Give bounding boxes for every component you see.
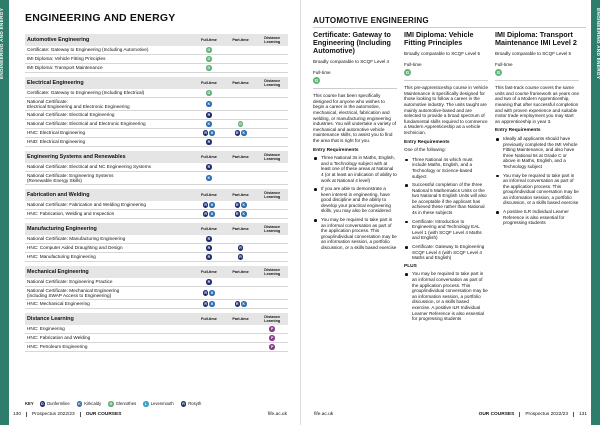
kirkcaldy-badge: K — [210, 203, 214, 207]
glenrothes-badge: G — [314, 77, 319, 83]
course-name: HNC: Fabrication, Welding and Inspection — [27, 211, 115, 217]
rosyth-badge: R — [207, 280, 211, 284]
kirkcaldy-badge: K — [210, 212, 214, 216]
dunfermline-badge: D — [41, 401, 44, 406]
prospectus-label: Prospectus 2022/23 — [32, 412, 75, 417]
column-header: Part-time — [232, 81, 249, 85]
rosyth-badge: R — [207, 255, 211, 259]
kirkcaldy-badge: K — [210, 291, 214, 295]
study-mode: Full-time — [313, 69, 331, 75]
section-title: Fabrication and Welding — [27, 192, 90, 198]
table-row[interactable] — [25, 210, 288, 219]
rosyth-badge: R — [207, 140, 211, 144]
table-row[interactable] — [25, 163, 288, 172]
table-row[interactable] — [25, 278, 288, 287]
course-description: This fast-track course covers the same units and course framework as years one and two of a Modern Apprenticeship, meaning that after successful completion and with proven experience and suitable motor trade employment you may start an apprenticeship in year 3. — [495, 85, 580, 124]
campus-cell — [225, 211, 257, 217]
website-link[interactable]: fife.ac.uk — [267, 412, 287, 417]
section-label: OUR COURSES — [85, 412, 122, 417]
course-name: National Certificate: Engineering Practice — [27, 279, 113, 285]
campus-cell — [193, 90, 225, 96]
page-number: 131 — [578, 412, 587, 417]
section-title: Engineering Systems and Renewables — [27, 154, 126, 160]
section-label: OUR COURSES — [478, 412, 515, 417]
campus-cell — [193, 130, 225, 136]
campus-cell — [193, 254, 225, 260]
section-header — [25, 266, 288, 278]
campus-cell — [256, 335, 288, 341]
side-band-label: ENGINEERING AND ENERGY — [0, 8, 5, 80]
requirement-item: You may be required to take part in an informal conversation as part of the application process. This group/individual conversation may be an information session, a portfolio discussion, or a skills based exercise — [313, 217, 397, 251]
key-item — [40, 401, 70, 407]
website-link[interactable]: fife.ac.uk — [314, 412, 334, 417]
column-header: Part-time — [232, 38, 249, 42]
kirkcaldy-badge: K — [242, 212, 246, 216]
section-header — [25, 189, 288, 201]
column-header: Part-time — [232, 317, 249, 321]
table-row[interactable] — [25, 46, 288, 55]
column-header: Full-time — [201, 155, 217, 159]
rosyth-badge: R — [239, 246, 242, 250]
campus-badges — [313, 77, 397, 84]
course-name: HNC: Computer Aided Draughting and Design — [27, 245, 123, 251]
requirement-item: Three National 3s in Maths, English, and a Technology subject with at least one of these areas at National 4 (or at least an indication of ability to work at National 4 level) — [313, 155, 397, 183]
divider — [313, 27, 586, 28]
key-campus-name: Dunfermline — [47, 401, 70, 407]
section-title: Distance Learning — [27, 316, 74, 322]
column-header: Full-time — [201, 317, 217, 321]
campus-cell — [193, 245, 225, 251]
rosyth-badge: R — [204, 203, 207, 207]
glenrothes-badge: G — [405, 69, 410, 75]
section-header — [25, 313, 288, 325]
campus-cell — [193, 211, 225, 217]
course-column — [404, 31, 488, 325]
column-header: Full-time — [201, 38, 217, 42]
column-header: Distance Learning — [264, 36, 281, 44]
section-header — [25, 34, 288, 46]
course-table — [25, 34, 288, 352]
campus-cell — [225, 254, 257, 260]
scqf-level: Broadly comparable to SCQF Level 4 — [313, 59, 390, 64]
course-title: Certificate: Gateway to Engineering (Including Automotive) — [313, 30, 391, 55]
table-row[interactable] — [25, 111, 288, 120]
distance-learning-badge: P — [271, 327, 274, 331]
section-header — [25, 223, 288, 235]
study-mode: Full-time — [495, 61, 513, 67]
key-item — [108, 401, 136, 407]
column-header: Distance Learning — [264, 315, 281, 323]
column-header: Distance Learning — [264, 191, 281, 199]
course-name: National Certificate: Mechanical Engineering (including SWAP Access to Engineering) — [27, 287, 120, 298]
distance-learning-badge: P — [271, 345, 274, 349]
column-header: Full-time — [201, 81, 217, 85]
plus-label: PLUS — [404, 263, 417, 269]
table-row[interactable] — [25, 201, 288, 210]
key-campus-name: Rosyth — [188, 401, 202, 407]
column-header: Full-time — [201, 193, 217, 197]
column-header: Part-time — [232, 193, 249, 197]
rosyth-badge: R — [239, 255, 242, 259]
column-header: Distance Learning — [264, 225, 281, 233]
kirkcaldy-badge: K — [242, 203, 246, 207]
table-row[interactable] — [25, 244, 288, 253]
table-row[interactable] — [25, 343, 288, 352]
course-name: IMI Diploma: Transport Maintenance — [27, 65, 103, 71]
campus-cell — [193, 121, 225, 127]
key-label: KEY — [25, 401, 34, 407]
side-band-label: ENGINEERING AND ENERGY — [595, 8, 600, 80]
kirkcaldy-badge: K — [242, 302, 246, 306]
table-row[interactable] — [25, 120, 288, 129]
requirements-list — [313, 155, 397, 251]
course-name: National Certificate: Engineering Systems (Renewable Energy Skills) — [27, 172, 114, 183]
campus-key — [25, 401, 205, 407]
divider — [404, 80, 488, 81]
campus-cell — [193, 112, 225, 118]
course-name: National Certificate: Electrical Engineering — [27, 112, 115, 118]
glenrothes-badge: G — [239, 122, 242, 126]
course-name: HNC: Petroleum Engineering — [27, 344, 88, 350]
campus-cell — [193, 290, 225, 296]
key-campus-name: Kirkcaldy — [84, 401, 102, 407]
table-row[interactable] — [25, 325, 288, 334]
kirkcaldy-badge: K — [210, 302, 214, 306]
campus-cell — [193, 56, 225, 62]
course-name: National Certificate: Electrical and Electronic Engineering — [27, 121, 146, 127]
course-column — [495, 31, 579, 229]
course-name: National Certificate: Electrical and NC Engineering Systems — [27, 164, 152, 170]
course-name: HNC: Manufacturing Engineering — [27, 254, 96, 260]
column-header: Full-time — [201, 227, 217, 231]
rosyth-badge: R — [204, 291, 207, 295]
section-title: Mechanical Engineering — [27, 269, 89, 275]
divider — [495, 80, 579, 81]
rosyth-badge: R — [182, 401, 185, 406]
levenmouth-badge: L — [144, 401, 147, 406]
divider — [26, 412, 27, 417]
requirement-item: A positive ILR Individual Learner Reference is also essential for progressing students — [495, 209, 579, 226]
campus-cell — [225, 245, 257, 251]
kirkcaldy-badge: K — [207, 176, 211, 180]
column-header: Distance Learning — [264, 153, 281, 161]
divider — [573, 412, 574, 417]
campus-cell — [193, 65, 225, 71]
requirements-list — [404, 157, 488, 261]
kirkcaldy-badge: K — [207, 102, 211, 106]
campus-cell — [225, 121, 257, 127]
section-title: Automotive Engineering — [27, 37, 90, 43]
rosyth-badge: R — [207, 165, 211, 169]
campus-cell — [193, 47, 225, 53]
course-name: HNC: Electrical Engineering — [27, 130, 86, 136]
right-page — [300, 0, 600, 425]
rosyth-badge: R — [204, 212, 207, 216]
course-name: HNC: Fabrication and Welding — [27, 335, 91, 341]
column-header: Distance Learning — [264, 268, 281, 276]
kirkcaldy-badge: K — [242, 131, 246, 135]
campus-badges — [404, 69, 488, 76]
requirement-item: Successful completion of the three National 5 Mathematics Units or the two National 5 English Units will also be acceptable if the applicant has achieved these rather than National 4s in these subjects — [404, 182, 488, 216]
campus-cell — [256, 326, 288, 332]
section-title: Manufacturing Engineering — [27, 226, 97, 232]
kirkcaldy-badge: K — [78, 401, 81, 406]
course-name: National Certificate: Manufacturing Engineering — [27, 236, 126, 242]
requirement-item: You may be required to take part in an informal conversation as part of the application process. This group/individual conversation may be an information session, a portfolio discussion, or a skills based exercise — [495, 173, 579, 207]
course-name: IMI Diploma: Vehicle Fitting Principles — [27, 56, 106, 62]
entry-intro: One of the following: — [404, 147, 446, 153]
requirement-item: You may be required to take part in an informal conversation as part of the application process. This group/individual conversation may be an information session, a portfolio discussion, or a skills based exercise. A positive ILR Individual Learner Reference is also essential for progressing students — [404, 271, 488, 321]
rosyth-badge: R — [236, 302, 239, 306]
key-item — [143, 401, 174, 407]
glenrothes-badge: G — [496, 69, 501, 75]
course-name: Certificate: Gateway to Engineering (Including Automotive) — [27, 47, 149, 53]
glenrothes-badge: G — [207, 91, 211, 95]
campus-cell — [225, 130, 257, 136]
course-name: Certificate: Gateway to Engineering (Including Electrical) — [27, 90, 145, 96]
glenrothes-badge: G — [207, 57, 211, 61]
course-name: National Certificate: Electrical Engineering and Electronic Engineering — [27, 98, 130, 109]
requirement-item: Three National 4s which must include Maths, English, and a Technology or Science-based subject — [404, 157, 488, 179]
requirement-item: Ideally all applicants should have previously completed the IMI Vehicle Fitting Maintenance, and also have three National 5s at Grade C or above in Maths, English, and a Technology subject — [495, 136, 579, 170]
key-item — [77, 401, 102, 407]
section-header — [25, 151, 288, 163]
campus-cell — [193, 301, 225, 307]
campus-cell — [193, 236, 225, 242]
rosyth-badge: R — [207, 237, 211, 241]
campus-cell — [193, 101, 225, 107]
table-row[interactable] — [25, 129, 288, 138]
rosyth-badge: R — [204, 131, 207, 135]
study-mode: Full-time — [404, 61, 422, 67]
rosyth-badge: R — [236, 212, 239, 216]
footer — [479, 412, 587, 417]
glenrothes-badge: G — [207, 66, 211, 70]
footer — [13, 412, 121, 417]
table-row[interactable] — [25, 89, 288, 98]
campus-cell — [193, 164, 225, 170]
campus-cell — [193, 175, 225, 181]
entry-requirements-heading: Entry Requirements — [495, 128, 541, 134]
campus-cell — [193, 202, 225, 208]
course-description: This course has been specifically designed for anyone who wishes to begin a career in the automotive, mechanical, electrical, fabrication and welding, or manufacturing engineering industries. You will undertake a variety of mechanical and automotive vehicle maintenance skills, to assist you to find the area that is right for you. — [313, 93, 396, 143]
rosyth-badge: R — [236, 203, 239, 207]
kirkcaldy-badge: K — [207, 122, 211, 126]
table-row[interactable] — [25, 64, 288, 73]
table-row[interactable] — [25, 253, 288, 262]
column-header: Part-time — [232, 227, 249, 231]
scqf-level: Broadly comparable to SCQF Level 5 — [404, 51, 481, 56]
course-name: HND: Electrical Engineering — [27, 139, 86, 145]
scqf-level: Broadly comparable to SCQF Level 5 — [495, 51, 572, 56]
table-row[interactable] — [25, 334, 288, 343]
table-row[interactable] — [25, 235, 288, 244]
key-campus-name: Levenmouth — [150, 401, 174, 407]
requirement-item: Certificate: Gateway to Engineering SCQF Level 4 (with SCQF Level 4 Maths and English) — [404, 244, 488, 261]
table-row[interactable] — [25, 55, 288, 64]
course-name: National Certificate: Fabrication and Welding Engineering — [27, 202, 146, 208]
column-header: Full-time — [201, 270, 217, 274]
kirkcaldy-badge: K — [210, 131, 214, 135]
section-title: Electrical Engineering — [27, 80, 84, 86]
rosyth-badge: R — [207, 246, 211, 250]
key-campus-name: Glenrothes — [115, 401, 137, 407]
divider — [313, 88, 397, 89]
table-row[interactable] — [25, 287, 288, 300]
page-title: ENGINEERING AND ENERGY — [25, 12, 176, 24]
requirements-list — [404, 271, 488, 321]
column-header: Part-time — [232, 155, 249, 159]
course-name: HNC: Mechanical Engineering — [27, 301, 90, 307]
campus-badges — [495, 69, 579, 76]
divider — [519, 412, 520, 417]
table-row[interactable] — [25, 138, 288, 147]
campus-cell — [225, 202, 257, 208]
prospectus-label: Prospectus 2022/23 — [525, 412, 568, 417]
divider — [80, 412, 81, 417]
campus-cell — [193, 279, 225, 285]
course-title: IMI Diploma: Transport Maintenance IMI Level 2 — [495, 30, 577, 47]
requirement-item: If you are able to demonstrate a keen interest in engineering, have good discipline and the ability to develop your practical engineering skills, you may also be considered — [313, 186, 397, 214]
glenrothes-badge: G — [109, 401, 113, 406]
campus-cell — [225, 301, 257, 307]
rosyth-badge: R — [204, 302, 207, 306]
table-row[interactable] — [25, 172, 288, 185]
course-title: IMI Diploma: Vehicle Fitting Principles — [404, 30, 474, 47]
rosyth-badge: R — [207, 113, 211, 117]
entry-requirements-heading: Entry Requirements — [313, 147, 359, 153]
table-row[interactable] — [25, 300, 288, 309]
course-name: HNC: Engineering — [27, 326, 65, 332]
campus-cell — [193, 139, 225, 145]
column-header: Part-time — [232, 270, 249, 274]
key-item — [181, 401, 202, 407]
section-header — [25, 77, 288, 89]
column-header: Distance Learning — [264, 79, 281, 87]
glenrothes-badge: G — [207, 48, 211, 52]
campus-cell — [256, 344, 288, 350]
course-description: This pre-apprenticeship course in Vehicle Maintenance is specifically designed for those looking to follow a career in the automotive industry. The units taught are mainly automotive-based and are selected to provide a broad spectrum of fundamental skills required to commence a Modern Apprenticeship as a vehicle technician. — [404, 85, 489, 135]
requirements-list — [495, 136, 579, 226]
section-heading: AUTOMOTIVE ENGINEERING — [313, 16, 429, 25]
distance-learning-badge: P — [271, 336, 274, 340]
table-row[interactable] — [25, 98, 288, 111]
rosyth-badge: R — [236, 131, 239, 135]
requirement-item: Certificate: Introduction to Engineering and Technology EAL Level 1 (with SCQF Level 4 Maths and English) — [404, 219, 488, 241]
course-column — [313, 31, 397, 254]
entry-requirements-heading: Entry Requirements — [404, 139, 450, 145]
page-number: 130 — [13, 412, 22, 417]
